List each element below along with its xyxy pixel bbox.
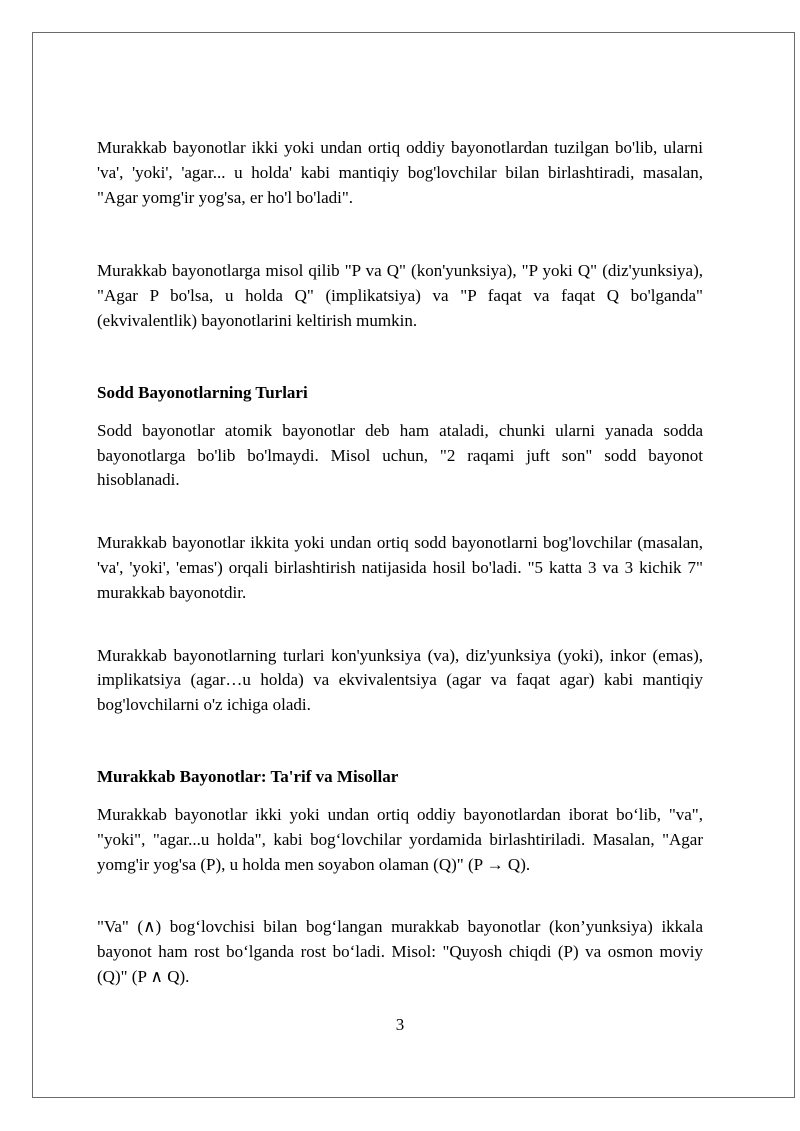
paragraph-conjunction: "Va" (∧) bog‘lovchisi bilan bog‘langan murakkab bayonotlar (kon’yunksiya) ikkala bayonot ham rost bo‘lganda rost bo‘ladi. Misol: "Quyosh chiqdi (P) va osmon moviy (Q)" (P ∧ Q). <box>97 917 703 986</box>
paragraph-compound-types: Murakkab bayonotlarning turlari kon'yunksiya (va), diz'yunksiya (yoki), inkor (emas), implikatsiya (agar…u holda) va ekvivalentsiya (agar va faqat agar) kabi mantiqiy bog'lovchilarni o'z ichiga oladi. <box>97 645 703 715</box>
page-number: 3 <box>395 1015 405 1034</box>
paragraph-compound-connectives: Murakkab bayonotlar ikkita yoki undan ortiq sodd bayonotlarni bog'lovchilar (masalan, 'va', 'yoki', 'emas') orqali birlashtirish natijasida hosil bo'ladi. "5 katta 3 va 3 kichik 7" murakkab bayonotdir. <box>97 533 703 602</box>
paragraph-simple-statements: Sodd bayonotlar atomik bayonotlar deb ham ataladi, chunki ularni yanada sodda bayonotlarga bo'lib bo'lmaydi. Misol uchun, "2 raqami juft son" sodd bayonot hisoblanadi. <box>97 420 703 490</box>
paragraph-compound-examples: Murakkab bayonotlarga misol qilib "P va Q" (kon'yunksiya), "P yoki Q" (diz'yunksiya), "Agar P bo'lsa, u holda Q" (implikatsiya) va "P faqat va faqat Q bo'lganda" (ekvivalentlik) bayonotlarini keltirish mumkin. <box>97 261 703 330</box>
page-content <box>97 136 703 990</box>
paragraph-compound-definition: Murakkab bayonotlar ikki yoki undan ortiq oddiy bayonotlardan tuzilgan bo'lib, ularni 'va', 'yoki', 'agar... u holda' kabi mantiqiy bog'lovchilar bilan birlashtiradi, masalan, "Agar yomg'ir yog'sa, er ho'l bo'ladi". <box>97 138 703 207</box>
paragraph-compound-implication: Murakkab bayonotlar ikki yoki undan ortiq oddiy bayonotlardan iborat bo‘lib, "va", "yoki", "agar...u holda", kabi bog‘lovchilar yordamida birlashtiriladi. Masalan, "Agar yomg'ir yog'sa (P), u holda men soyabon olaman (Q)" (P → Q). <box>97 804 703 874</box>
heading-compound-definition-examples: Murakkab Bayonotlar: Ta'rif va Misollar <box>97 766 399 786</box>
heading-simple-statement-types: Sodd Bayonotlarning Turlari <box>97 382 308 402</box>
